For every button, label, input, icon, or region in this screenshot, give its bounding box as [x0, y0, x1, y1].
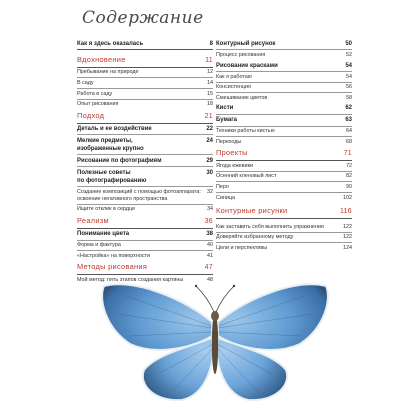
toc-entry[interactable] [216, 74, 352, 81]
toc-entry[interactable] [77, 169, 213, 185]
toc-entry-page: 116 [339, 208, 352, 216]
divider [216, 192, 352, 193]
toc-entry[interactable] [216, 139, 352, 146]
toc-entry[interactable] [77, 101, 213, 108]
toc-entry[interactable] [216, 128, 352, 135]
divider [77, 67, 213, 68]
divider [216, 126, 352, 127]
toc-entry-page: 15 [207, 90, 213, 97]
toc-entry-title: Проекты [216, 148, 248, 158]
divider [216, 171, 352, 172]
toc-entry-title: «Настройка» на поверхности [77, 252, 151, 259]
toc-entry-page: 50 [345, 41, 352, 47]
toc-entry-page: 12 [207, 69, 213, 76]
toc-entry-title: Контурный рисунок [216, 41, 276, 47]
toc-entry-title: Ягода ежевики [216, 162, 254, 169]
divider [77, 240, 213, 241]
toc-entry-page: 41 [207, 252, 213, 259]
toc-entry-title: Бумага [216, 117, 238, 124]
toc-entry[interactable] [77, 69, 213, 76]
toc-entry[interactable] [77, 137, 213, 153]
toc-entry[interactable] [77, 206, 213, 213]
toc-entry-page: 14 [207, 79, 213, 86]
toc-entry-title: Доверяйте избранному методу [216, 234, 294, 241]
toc-entry-title: Реализм [77, 215, 109, 225]
divider [77, 186, 213, 187]
toc-entry-title: Рисование по фотографиям [77, 158, 162, 165]
toc-entry-title: Полезные советы по фотографированию [77, 170, 147, 185]
toc-entry-page: 32 [207, 189, 213, 196]
toc-entry[interactable] [216, 206, 352, 216]
toc-entry-page: 64 [346, 128, 352, 135]
toc-entry[interactable] [216, 163, 352, 170]
toc-entry-page: 22 [206, 126, 213, 133]
toc-entry-page: 102 [343, 194, 352, 201]
divider [216, 181, 352, 182]
toc-entry-page: 58 [346, 94, 352, 101]
toc-entry-page: 72 [346, 162, 352, 169]
divider [216, 82, 352, 83]
toc-entry-page: 18 [207, 101, 213, 108]
toc-entry[interactable] [216, 104, 352, 112]
toc-entry-page: 40 [207, 242, 213, 249]
toc-entry-page: 30 [206, 170, 213, 177]
toc-entry-title: Понимание цвета [77, 231, 130, 238]
toc-entry-title: Создание композиций с помощью фотоаппарата: освоение негативного пространства [77, 189, 201, 202]
toc-entry[interactable] [77, 242, 213, 249]
toc-entry-page: 36 [204, 217, 213, 225]
toc-entry-title: Как я здесь оказалась [77, 41, 144, 47]
toc-right-column [216, 40, 352, 251]
toc-entry[interactable] [216, 224, 352, 231]
toc-entry-title: Как заставить себя выполнить упражнения [216, 223, 324, 230]
divider [77, 166, 213, 167]
toc-entry-title: Смешивание цветов [216, 94, 268, 101]
divider [77, 88, 213, 89]
toc-entry-title: Форма и фактура [77, 242, 121, 249]
divider [216, 136, 352, 137]
toc-entry[interactable] [77, 125, 213, 133]
toc-entry[interactable] [216, 84, 352, 91]
toc-entry[interactable] [77, 80, 213, 87]
toc-entry[interactable] [216, 148, 352, 158]
toc-entry-title: Переходы [216, 138, 242, 145]
toc-entry[interactable] [216, 234, 352, 241]
toc-entry[interactable] [77, 91, 213, 98]
divider [77, 123, 213, 124]
divider [77, 204, 213, 205]
toc-entry-page: 63 [345, 117, 352, 124]
toc-entry-title: Методы рисования [77, 262, 148, 272]
toc-entry-title: В саду [77, 79, 94, 86]
toc-entry-title: Деталь и ее воздействие [77, 126, 152, 133]
toc-entry-page: 56 [346, 84, 352, 91]
toc-entry-title: Перо [216, 184, 229, 190]
toc-entry-page: 122 [343, 223, 352, 230]
toc-entry-title: Опыт рисования [77, 101, 119, 108]
divider [77, 99, 213, 100]
divider [77, 77, 213, 78]
toc-entry[interactable] [77, 189, 213, 202]
toc-entry-page: 24 [206, 138, 213, 145]
toc-entry-title: Работа в саду [77, 90, 113, 97]
divider [216, 232, 352, 233]
divider [216, 160, 352, 161]
toc-entry-title: Цели и перспективы [216, 244, 268, 251]
toc-entry-page: 52 [346, 51, 352, 58]
toc-entry-title: Вдохновение [77, 54, 126, 64]
toc-entry[interactable] [216, 52, 352, 59]
toc-entry-title: Мелкие предметы, изображенные крупно [77, 138, 144, 153]
toc-entry-page: 62 [345, 105, 352, 112]
toc-entry[interactable] [77, 40, 213, 48]
toc-entry-page: 29 [206, 158, 213, 165]
toc-entry[interactable] [77, 253, 213, 260]
toc-entry-title: Кисти [216, 105, 234, 112]
toc-entry-title: Процесс рисования [216, 51, 266, 58]
toc-entry-page: 82 [346, 173, 352, 180]
toc-entry-page: 8 [209, 41, 213, 47]
toc-entry-title: Консистенция [216, 84, 251, 91]
page-title: Содержание [82, 8, 204, 28]
toc-entry-page: 11 [205, 56, 213, 64]
toc-entry-page: 47 [204, 264, 213, 272]
toc-entry[interactable] [216, 62, 352, 70]
toc-entry[interactable] [216, 195, 352, 202]
divider [216, 242, 352, 243]
toc-entry[interactable] [77, 230, 213, 238]
butterfly-illustration [96, 270, 334, 412]
toc-left-column [77, 40, 213, 283]
toc-entry-title: Контурные рисунки [216, 206, 288, 216]
toc-entry-page: 34 [207, 206, 213, 213]
toc-entry-title: Осенний кленовый лист [216, 173, 277, 180]
divider [216, 49, 352, 50]
toc-entry[interactable] [216, 245, 352, 252]
toc-entry-page: 38 [206, 231, 213, 238]
toc-entry-title: Рисование красками [216, 62, 278, 69]
toc-entry[interactable] [216, 184, 352, 191]
toc-entry[interactable] [216, 116, 352, 124]
divider [77, 154, 213, 155]
divider [216, 71, 352, 72]
divider [77, 228, 213, 229]
toc-entry-page: 54 [345, 62, 352, 69]
toc-entry[interactable] [77, 111, 213, 121]
divider [77, 49, 213, 50]
toc-entry-page: 21 [204, 112, 213, 120]
toc-entry-page: 90 [346, 184, 352, 190]
toc-entry-title: Мой метод: пять этапов создания картины [77, 276, 184, 283]
divider [216, 92, 352, 93]
toc-entry-page: 54 [346, 73, 352, 80]
toc-entry-title: Техники работы кистью [216, 128, 275, 135]
toc-entry-title: Синица [216, 194, 235, 201]
toc-entry[interactable] [216, 173, 352, 180]
toc-entry-title: Как я работаю [216, 73, 252, 80]
toc-entry[interactable] [77, 55, 213, 65]
toc-entry-page: 122 [343, 234, 352, 241]
toc-entry[interactable] [77, 157, 213, 165]
toc-entry-title: Пребывание на природе [77, 69, 139, 76]
toc-entry-title: Ищите отклик в сердце [77, 206, 136, 213]
divider [216, 114, 352, 115]
toc-entry[interactable] [216, 40, 352, 48]
toc-entry-page: 71 [343, 150, 352, 158]
toc-entry-page: 68 [346, 138, 352, 145]
toc-entry-page: 48 [207, 276, 213, 283]
toc-entry-title: Подход [77, 110, 105, 120]
toc-entry[interactable] [216, 95, 352, 102]
divider [216, 218, 352, 219]
divider [77, 134, 213, 135]
toc-entry-page: 124 [343, 244, 352, 251]
divider [77, 250, 213, 251]
toc-entry[interactable] [77, 216, 213, 226]
